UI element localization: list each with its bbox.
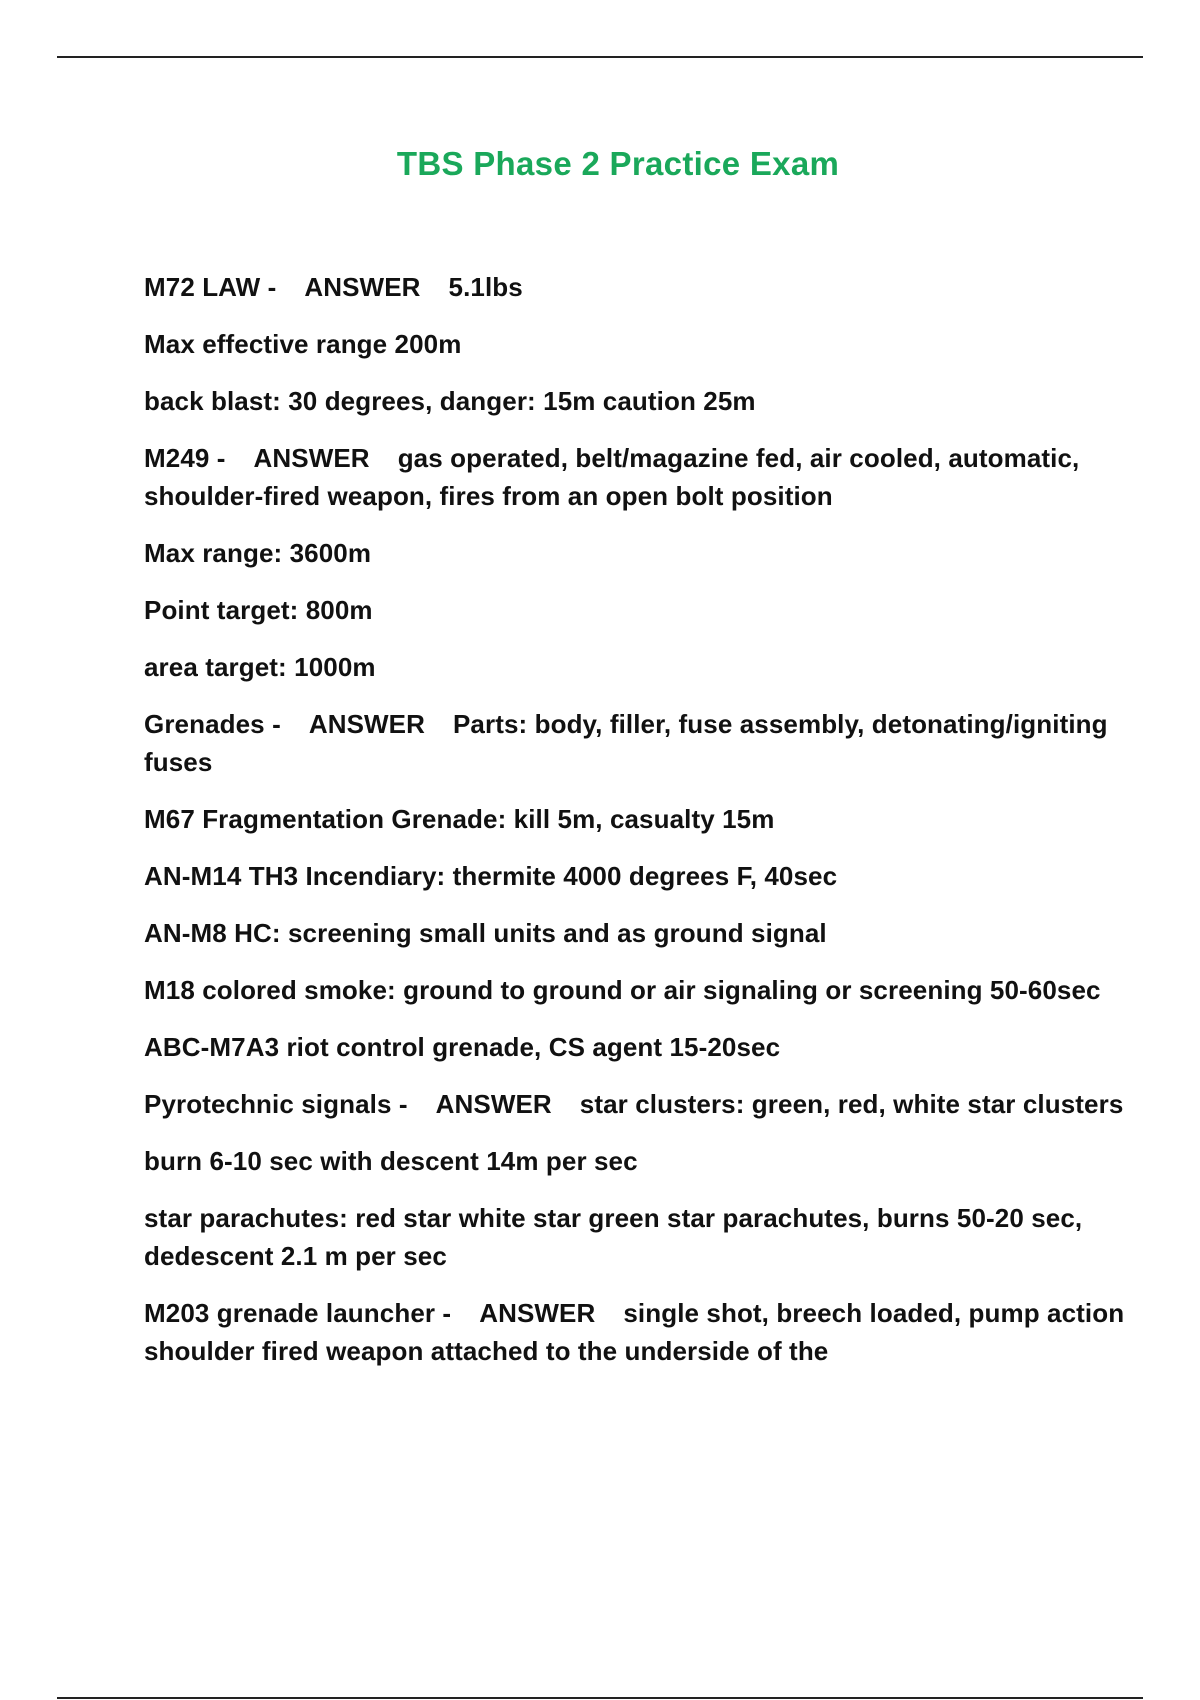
entry-pyrotechnic-signals [144, 1085, 1144, 1123]
entry-term: Grenades - [144, 709, 281, 739]
answer-label: ANSWER [435, 1089, 552, 1119]
entry-line: Max effective range 200m [144, 329, 462, 359]
answer-label: ANSWER [253, 443, 370, 473]
answer-label: ANSWER [304, 272, 421, 302]
entry-line: back blast: 30 degrees, danger: 15m caution 25m [144, 386, 756, 416]
entry-text: 5.1lbs [448, 272, 523, 302]
answer-label: ANSWER [308, 709, 425, 739]
entry-text: Parts: body, filler, fuse assembly, detonating/igniting fuses [144, 709, 1108, 777]
top-rule [57, 56, 1143, 58]
entry-line: Point target: 800m [144, 595, 373, 625]
entry-line: AN-M8 HC: screening small units and as ground signal [144, 918, 827, 948]
entry-line: Max range: 3600m [144, 538, 372, 568]
entry-term: Pyrotechnic signals - [144, 1089, 408, 1119]
entry-line: M67 Fragmentation Grenade: kill 5m, casualty 15m [144, 804, 775, 834]
page-title: TBS Phase 2 Practice Exam [396, 145, 840, 182]
entry-term: M72 LAW - [144, 272, 277, 302]
entry-text: single shot, breech loaded, pump action shoulder fired weapon attached to the underside of the [144, 1298, 1125, 1366]
entry-m249 [144, 439, 1144, 515]
entry-m72-law [144, 268, 1144, 306]
entry-grenades [144, 705, 1144, 781]
answer-label: ANSWER [479, 1298, 596, 1328]
entry-line: star parachutes: red star white star green star parachutes, burns 50-20 sec, dedescent 2.1 m per sec [144, 1203, 1083, 1271]
entry-line: burn 6-10 sec with descent 14m per sec [144, 1146, 638, 1176]
entry-text: gas operated, belt/magazine fed, air cooled, automatic, shoulder-fired weapon, fires from an open bolt position [144, 443, 1080, 511]
entry-term: M249 - [144, 443, 226, 473]
entry-line: area target: 1000m [144, 652, 376, 682]
entry-text: star clusters: green, red, white star clusters [579, 1089, 1124, 1119]
entry-line: AN-M14 TH3 Incendiary: thermite 4000 degrees F, 40sec [144, 861, 838, 891]
entry-line: ABC-M7A3 riot control grenade, CS agent 15-20sec [144, 1032, 781, 1062]
exam-content [144, 268, 1144, 1389]
entry-term: M203 grenade launcher - [144, 1298, 452, 1328]
entry-line: M18 colored smoke: ground to ground or air signaling or screening 50-60sec [144, 975, 1101, 1005]
bottom-rule [57, 1697, 1143, 1699]
entry-m203 [144, 1294, 1144, 1370]
